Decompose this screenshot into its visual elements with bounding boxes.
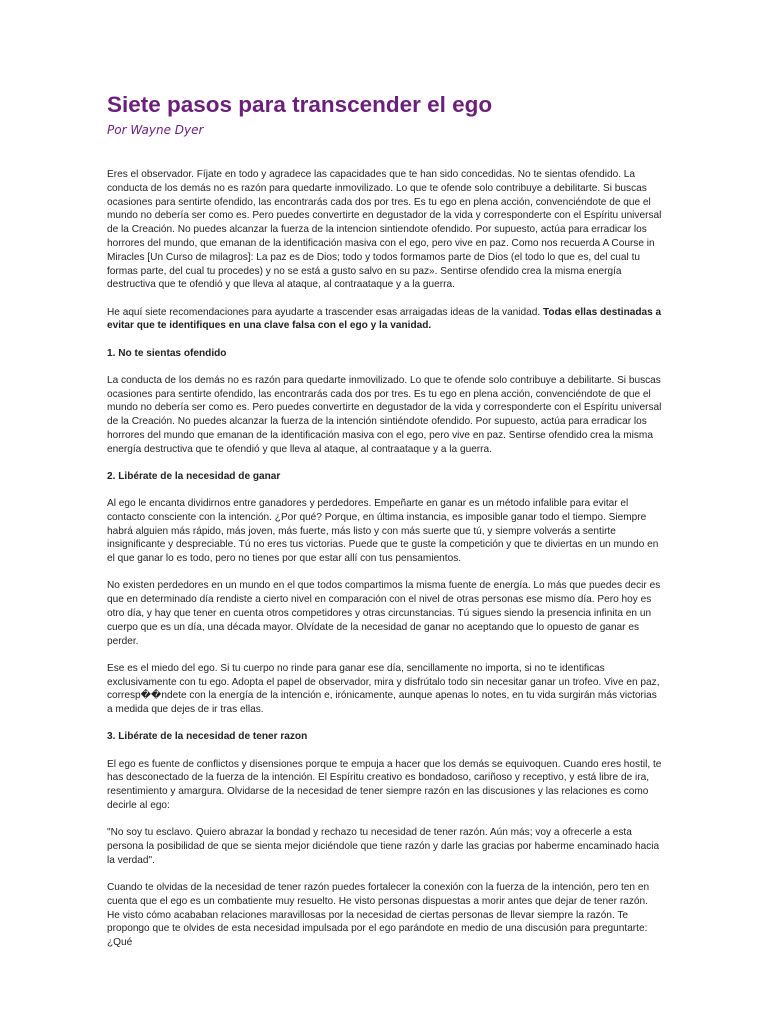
section-2-paragraph-2: No existen perdedores en un mundo en el que todos compartimos la misma fuente de energía. Lo más que puedes decir es que en determinado día rendiste a cierto nivel en comparación con el nivel de otras personas ese mismo día. Pero hoy es otro día, y hay que tener en cuenta otros competidores y otras circunstancias. Tú sigues siendo la presencia infinita en un cuerpo que es un día, una década mayor. Olvídate de la necesidad de ganar no aceptando que lo opuesto de ganar es perder. [107,580,661,647]
section-3-heading: 3. Libérate de la necesidad de tener razon [107,731,308,743]
intro-paragraph-1: Eres el observador. Fíjate en todo y agradece las capacidades que te han sido concedidas. No te sientas ofendido. La conducta de los demás no es razón para quedarte inmovilizado. Lo que te ofende solo contribuye a debilitarte. Si buscas ocasiones para sentirte ofendido, las encontrarás cada dos por tres. Es tu ego en plena acción, convenciéndote de que el mundo no debería ser como es. Pero puedes convertirte en degustador de la vida y corresponderte con el Espíritu universal de la Creación. No puedes alcanzar la fuerza de la intencion sintiendote ofendido. Por supuesto, actúa para erradicar los horrores del mundo, que emanan de la identificación masiva con el ego, pero vive en paz. Como nos recuerda A Course in Miracles [Un Curso de milagros]: La paz es de Dios; todo y todos formamos parte de Dios (el todo lo que es, del cual tu formas parte, del cual tu procedes) y no se está a gusto salvo en su paz». Sentirse ofendido crea la misma energía destructiva que te ofendió y que lleva al ataque, al contraataque y a la guerra. [107,169,662,291]
section-2-paragraph-1: Al ego le encanta dividirnos entre ganadores y perdedores. Empeñarte en ganar es un método infalible para evitar el contacto consciente con la intención. ¿Por qué? Porque, en última instancia, es imposible ganar todo el tiempo. Siempre habrá alguien más rápido, más joven, más fuerte, más listo y con más suerte que tú, y siempre volverás a sentirte insignificante y despreciable. Tú no eres tus victorias. Puede que te guste la competición y que te diviertas en un mundo en el que ganar lo es todo, pero no tienes por que estar allí con tus pensamientos. [107,498,659,565]
intro-paragraph-2-bold: Todas ellas destinadas a evitar que te identifiques en una clave falsa con el ego y la vanidad. [107,306,662,332]
intro-paragraph-2 [107,306,662,334]
section-2-paragraph-3: Ese es el miedo del ego. Si tu cuerpo no rinde para ganar ese día, sencillamente no importa, si no te identificas exclusivamente con tu ego. Adopta el papel de observador, mira y disfrútalo todo sin necesitar ganar un trofeo. Vive en paz, corresp��ndete con la energía de la intención e, irónicamente, aunque apenas lo notes, en tu vida surgirán más victorias a medida que dejes de ir tras ellas. [107,662,660,716]
intro-paragraph-2-text: He aquí siete recomendaciones para ayudarte a trascender esas arraigadas ideas de la vanidad. [107,306,543,318]
document-content [107,92,662,950]
section-3-paragraph-3: Cuando te olvidas de la necesidad de tener razón puedes fortalecer la conexión con la fuerza de la intención, pero ten en cuenta que el ego es un combatiente muy resuelto. He visto personas dispuestas a morir antes que dejar de tener razón. He visto cómo acababan relaciones maravillosas por la necesidad de ciertas personas de llevar siempre la razón. Te propongo que te olvides de esta necesidad impulsada por el ego parándote en medio de una discusión para preguntarte: ¿Qué [107,881,650,949]
author-byline: Por Wayne Dyer [107,123,204,137]
section-1-heading: 1. No te sientas ofendido [107,347,227,359]
section-1-paragraph-1: La conducta de los demás no es razón para quedarte inmovilizado. Lo que te ofende solo contribuye a debilitarte. Si buscas ocasiones para sentirte ofendido, las encontrarás cada dos por tres. Es tu ego en plena acción, convenciéndote de que el mundo no debería ser como es. Pero puedes convertirte en degustador de la vida y corresponderte con el Espíritu universal de la Creación. No puedes alcanzar la fuerza de la intención sintiéndote ofendido. Por supuesto, actúa para erradicar los horrores del mundo que emanan de la identificación masiva con el ego, pero vive en paz. Sentirse ofendido crea la misma energía destructiva que te ofendió y que lleva al ataque, al contraataque y a la guerra. [107,374,662,455]
section-3-paragraph-1: El ego es fuente de conflictos y disensiones porque te empuja a hacer que los demás se equivoquen. Cuando eres hostil, te has desconectado de la fuerza de la intención. El Espíritu creativo es bondadoso, cariñoso y receptivo, y está libre de ira, resentimiento y amargura. Olvidarse de la necesidad de tener siempre razón en las discusiones y las relaciones es como decirle al ego: [107,758,662,811]
page-title: Siete pasos para transcender el ego [107,92,493,117]
section-2-heading: 2. Libérate de la necesidad de ganar [107,470,281,482]
section-3-paragraph-2: "No soy tu esclavo. Quiero abrazar la bondad y rechazo tu necesidad de tener razón. Aún más; voy a ofrecerle a esta persona la posibilidad de que se sienta mejor diciéndole que tiene razón y darle las gracias por haberme encaminado hacia la verdad". [107,827,660,866]
